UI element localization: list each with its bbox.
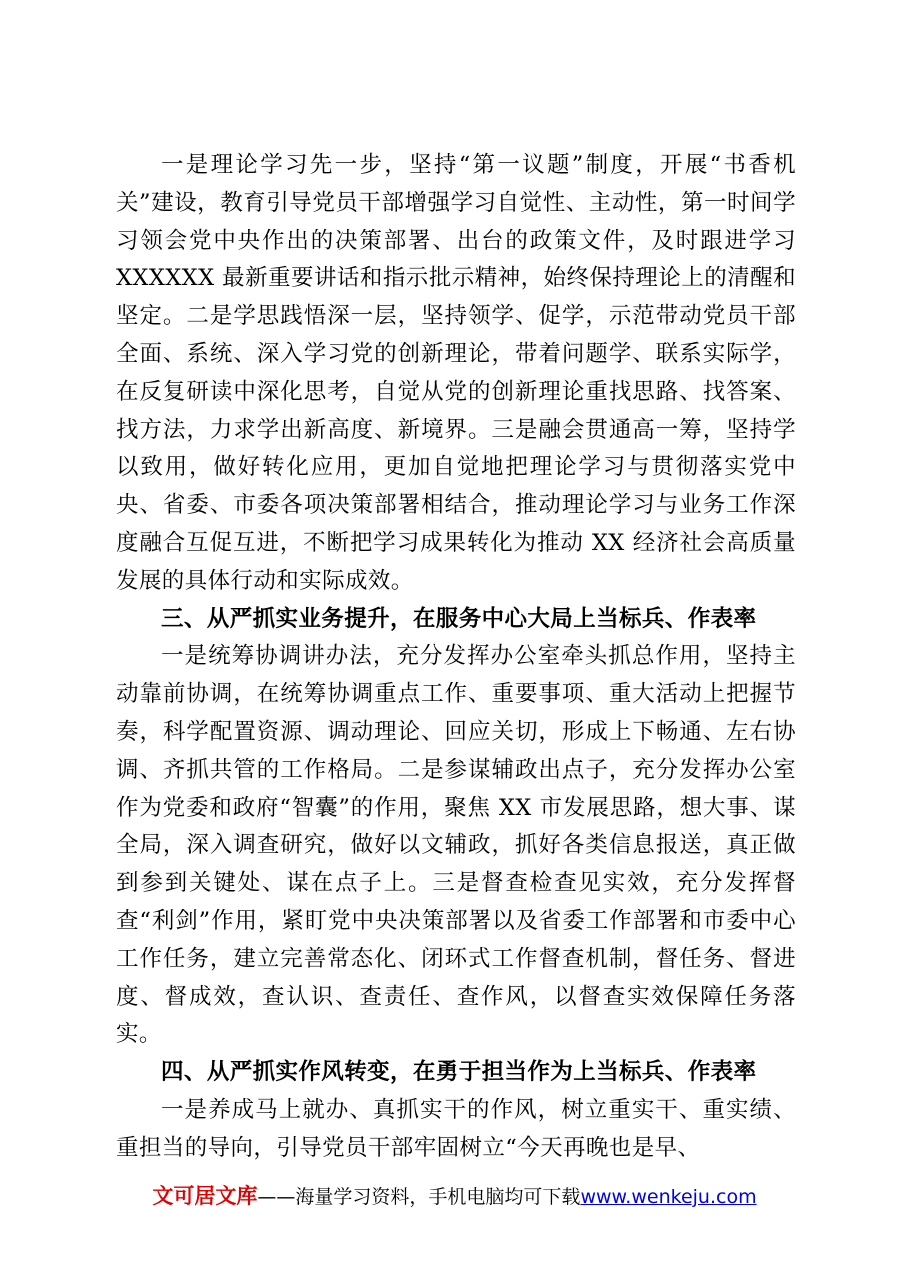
footer-link[interactable]: www.wenkeju.com [580,1186,757,1208]
paragraph-style-change: 一是养成马上就办、真抓实干的作风，树立重实干、重实绩、重担当的导向，引导党员干部牢固树立“今天再晚也是早、 [116,1096,796,1161]
section-heading-4: 四、从严抓实作风转变，在勇于担当作为上当标兵、作表率 [161,1059,757,1086]
footer-separator: —— [257,1186,296,1208]
document-body [116,147,796,1168]
paragraph-business-improvement: 一是统筹协调讲办法，充分发挥办公室牵头抓总作用，坚持主动靠前协调，在统筹协调重点工作、重要事项、重大活动上把握节奏，科学配置资源、调动理论、回应关切，形成上下畅通、左右协调、齐抓共管的工作格局。二是参谋辅政出点子，充分发挥办公室作为党委和政府“智囊”的作用，聚焦 XX 市发展思路，想大事、谋全局，深入调查研究，做好以文辅政，抓好各类信息报送，真正做到参到关键处、谋在点子上。三是督查检查见实效，充分发挥督查“利剑”作用，紧盯党中央决策部署以及省委工作部署和市委中心工作任务，建立完善常态化、闭环式工作督查机制，督任务、督进度、督成效，查认识、查责任、查作风，以督查实效保障任务落实。 [116,643,796,1048]
footer-banner [0,1182,909,1211]
paragraph-theory-study: 一是理论学习先一步，坚持“第一议题”制度，开展“书香机关”建设，教育引导党员干部增强学习自觉性、主动性，第一时间学习领会党中央作出的决策部署、出台的政策文件，及时跟进学习 XXXXXX 最新重要讲话和指示批示精神，始终保持理论上的清醒和坚定。二是学思践悟深一层，坚持领学、促学，示范带动党员干部全面、系统、深入学习党的创新理论，带着问题学、联系实际学，在反复研读中深化思考，自觉从党的创新理论重找思路、找答案、找方法，力求学出新高度、新境界。三是融会贯通高一筹，坚持学以致用，做好转化应用，更加自觉地把理论学习与贯彻落实党中央、省委、市委各项决策部署相结合，推动理论学习与业务工作深度融合互促互进，不断把学习成果转化为推动 XX 经济社会高质量发展的具体行动和实际成效。 [116,152,796,594]
footer-description: 海量学习资料，手机电脑均可下载 [295,1186,581,1208]
footer-brand: 文可居文库 [152,1184,258,1208]
section-heading-3: 三、从严抓实业务提升，在服务中心大局上当标兵、作表率 [161,605,757,632]
